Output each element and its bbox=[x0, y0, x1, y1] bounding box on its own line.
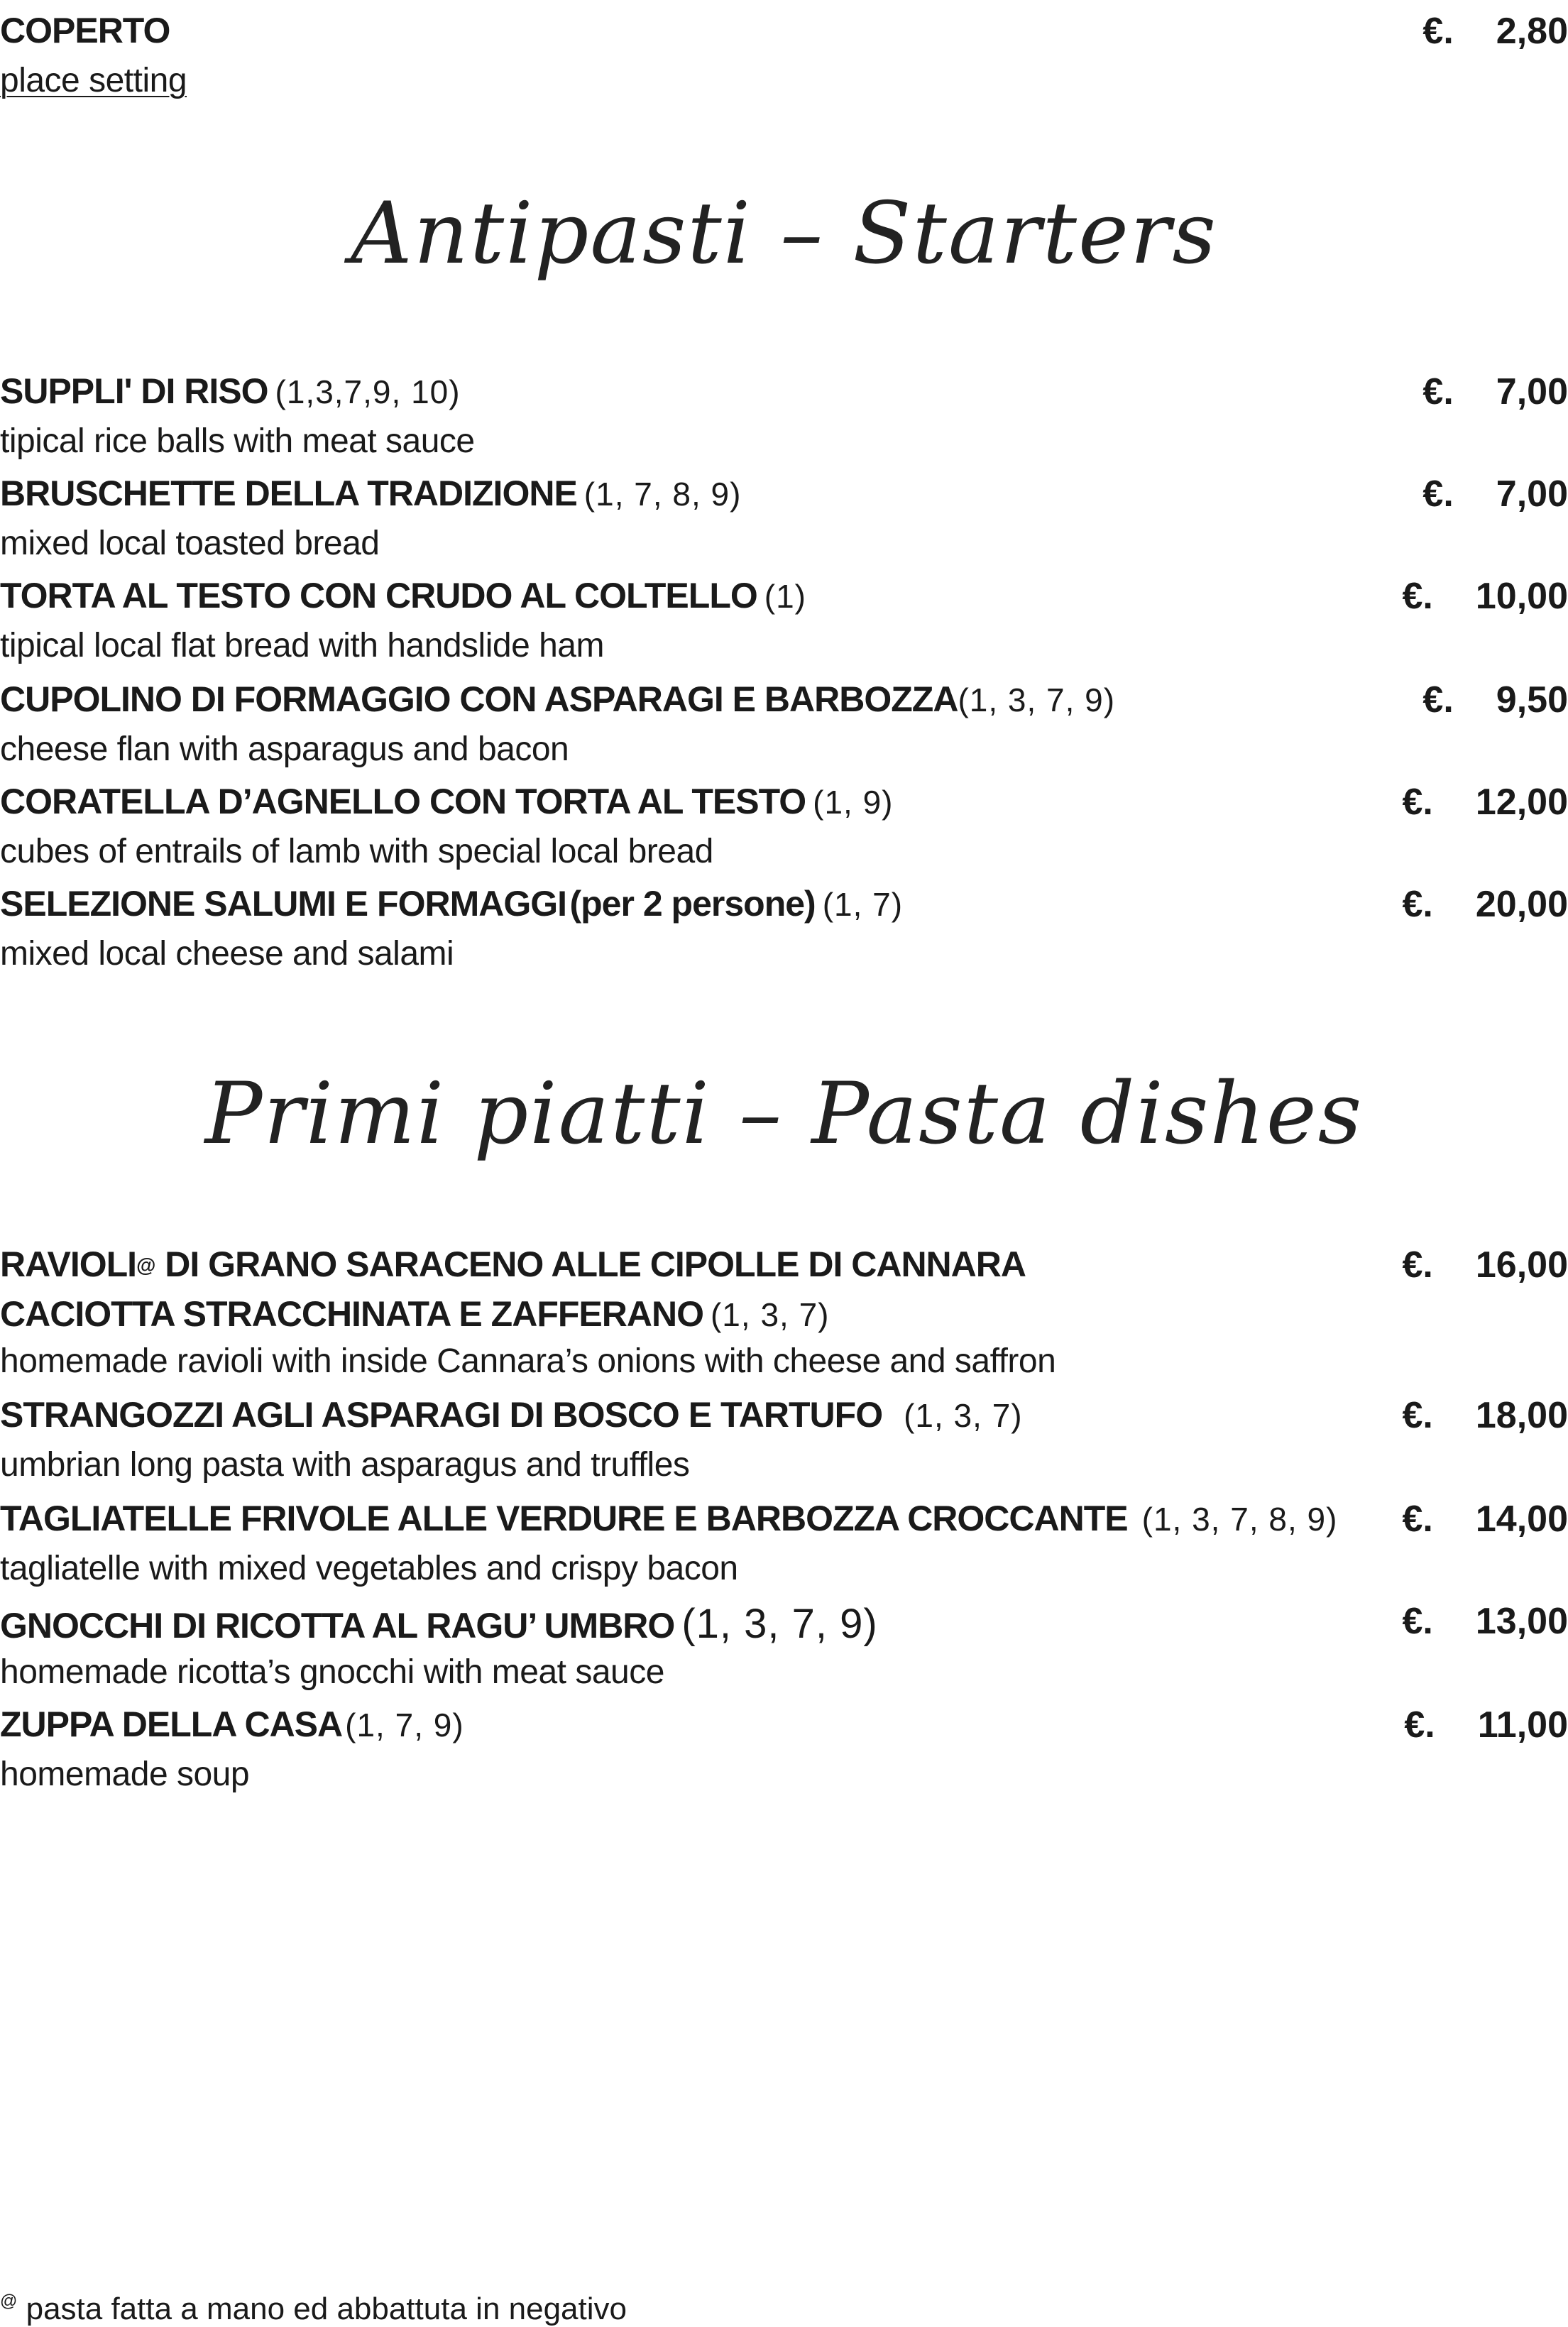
homemade-mark: @ bbox=[136, 1254, 156, 1276]
menu-item bbox=[0, 1244, 1568, 1285]
item-price bbox=[1422, 371, 1568, 413]
item-name: SELEZIONE SALUMI E FORMAGGI bbox=[0, 884, 567, 924]
item-desc: mixed local cheese and salami bbox=[0, 935, 454, 973]
item-allergens: (1, 9) bbox=[813, 784, 894, 821]
price-amount: 7,00 bbox=[1496, 473, 1568, 515]
menu-item bbox=[0, 1498, 1568, 1539]
item-name-line2: CACIOTTA STRACCHINATA E ZAFFERANO bbox=[0, 1294, 703, 1334]
section-title-starters: Antipasti – Starters bbox=[351, 185, 1217, 283]
item-name: BRUSCHETTE DELLA TRADIZIONE bbox=[0, 473, 577, 513]
menu-item bbox=[0, 781, 1568, 822]
price-amount: 2,80 bbox=[1496, 11, 1568, 52]
currency: €. bbox=[1402, 1601, 1433, 1642]
item-desc: tagliatelle with mixed vegetables and crispy bacon bbox=[0, 1550, 738, 1587]
price-amount: 9,50 bbox=[1496, 679, 1568, 721]
currency: €. bbox=[1402, 884, 1433, 925]
item-name: TORTA AL TESTO CON CRUDO AL COLTELLO bbox=[0, 576, 757, 615]
item-name-rest: DI GRANO SARACENO ALLE CIPOLLE DI CANNARA bbox=[155, 1244, 1026, 1284]
item-allergens: (1, 7) bbox=[822, 886, 904, 923]
item-allergens: (1, 3, 7, 9) bbox=[681, 1601, 878, 1647]
menu-item bbox=[0, 1600, 1568, 1648]
currency: €. bbox=[1422, 371, 1454, 412]
price-amount: 20,00 bbox=[1475, 884, 1568, 925]
price-amount: 7,00 bbox=[1496, 371, 1568, 412]
item-desc: umbrian long pasta with asparagus and truffles bbox=[0, 1446, 690, 1484]
item-price bbox=[1402, 1600, 1568, 1643]
item-name: ZUPPA DELLA CASA bbox=[0, 1704, 343, 1744]
coperto-row bbox=[0, 10, 1568, 51]
coperto-name: COPERTO bbox=[0, 11, 170, 50]
item-desc: cheese flan with asparagus and bacon bbox=[0, 730, 569, 768]
item-allergens: (1, 7, 8, 9) bbox=[583, 476, 742, 513]
item-desc: homemade ravioli with inside Cannara’s onions with cheese and saffron bbox=[0, 1342, 1056, 1380]
item-desc: tipical rice balls with meat sauce bbox=[0, 422, 475, 460]
item-allergens: (1, 3, 7, 9) bbox=[958, 681, 1116, 718]
price-amount: 11,00 bbox=[1477, 1704, 1568, 1746]
item-name: STRANGOZZI AGLI ASPARAGI DI BOSCO E TARTUFO bbox=[0, 1395, 883, 1435]
item-desc: homemade ricotta’s gnocchi with meat sauce bbox=[0, 1653, 664, 1691]
price-amount: 10,00 bbox=[1475, 576, 1568, 617]
footnote-mark: @ bbox=[0, 2292, 18, 2311]
item-price bbox=[1402, 883, 1568, 926]
item-name: TAGLIATELLE FRIVOLE ALLE VERDURE E BARBOZZA CROCCANTE bbox=[0, 1499, 1128, 1538]
section-title-pasta: Primi piatti – Pasta dishes bbox=[204, 1065, 1364, 1164]
item-allergens: (1, 7, 9) bbox=[345, 1707, 464, 1743]
item-price bbox=[1422, 473, 1568, 515]
item-desc: tipical local flat bread with handslide ham bbox=[0, 627, 604, 664]
item-name: SUPPLI' DI RISO bbox=[0, 371, 268, 411]
coperto-desc: place setting bbox=[0, 62, 187, 99]
price-amount: 18,00 bbox=[1475, 1395, 1568, 1436]
currency: €. bbox=[1402, 782, 1433, 823]
currency: €. bbox=[1404, 1704, 1435, 1746]
item-price bbox=[1422, 679, 1568, 721]
item-desc: mixed local toasted bread bbox=[0, 525, 380, 562]
item-name: CORATELLA D’AGNELLO CON TORTA AL TESTO bbox=[0, 782, 806, 821]
item-price bbox=[1402, 1244, 1568, 1286]
item-price bbox=[1402, 781, 1568, 823]
item-allergens: (1, 3, 7) bbox=[710, 1296, 830, 1333]
item-name: CUPOLINO DI FORMAGGIO CON ASPARAGI E BARBOZZA bbox=[0, 679, 958, 719]
footnote-text: pasta fatta a mano ed abbattuta in negativo bbox=[17, 2292, 627, 2326]
item-name: GNOCCHI DI RICOTTA AL RAGU’ UMBRO bbox=[0, 1606, 675, 1646]
menu-item bbox=[0, 1704, 1568, 1745]
item-allergens: (1,3,7,9, 10) bbox=[275, 373, 461, 410]
price-amount: 13,00 bbox=[1475, 1601, 1568, 1642]
currency: €. bbox=[1422, 679, 1454, 721]
currency: €. bbox=[1422, 11, 1454, 52]
menu-item bbox=[0, 1394, 1568, 1435]
item-price bbox=[1402, 575, 1568, 618]
currency: €. bbox=[1402, 1395, 1433, 1436]
item-price bbox=[1402, 1498, 1568, 1540]
currency: €. bbox=[1402, 576, 1433, 617]
item-name: RAVIOLI bbox=[0, 1244, 137, 1284]
menu-item bbox=[0, 371, 1568, 412]
item-allergens: (1, 3, 7) bbox=[904, 1397, 1023, 1434]
menu-item bbox=[0, 575, 1568, 616]
currency: €. bbox=[1422, 473, 1454, 515]
menu-item bbox=[0, 679, 1568, 720]
item-price bbox=[1404, 1704, 1568, 1746]
price-amount: 14,00 bbox=[1475, 1499, 1568, 1540]
item-desc: cubes of entrails of lamb with special local bread bbox=[0, 833, 713, 870]
currency: €. bbox=[1402, 1244, 1433, 1286]
item-price bbox=[1402, 1394, 1568, 1437]
footnote bbox=[0, 2292, 627, 2327]
menu-item bbox=[0, 473, 1568, 514]
item-allergens: (1, 3, 7, 8, 9) bbox=[1141, 1501, 1338, 1538]
item-allergens: (1) bbox=[764, 578, 806, 615]
menu-item-line2 bbox=[0, 1293, 1568, 1335]
currency: €. bbox=[1402, 1499, 1433, 1540]
item-desc: homemade soup bbox=[0, 1756, 250, 1793]
price-amount: 16,00 bbox=[1475, 1244, 1568, 1286]
price-amount: 12,00 bbox=[1475, 782, 1568, 823]
item-name-sub: (per 2 persone) bbox=[569, 884, 816, 924]
menu-item bbox=[0, 883, 1568, 924]
coperto-price bbox=[1422, 10, 1568, 53]
